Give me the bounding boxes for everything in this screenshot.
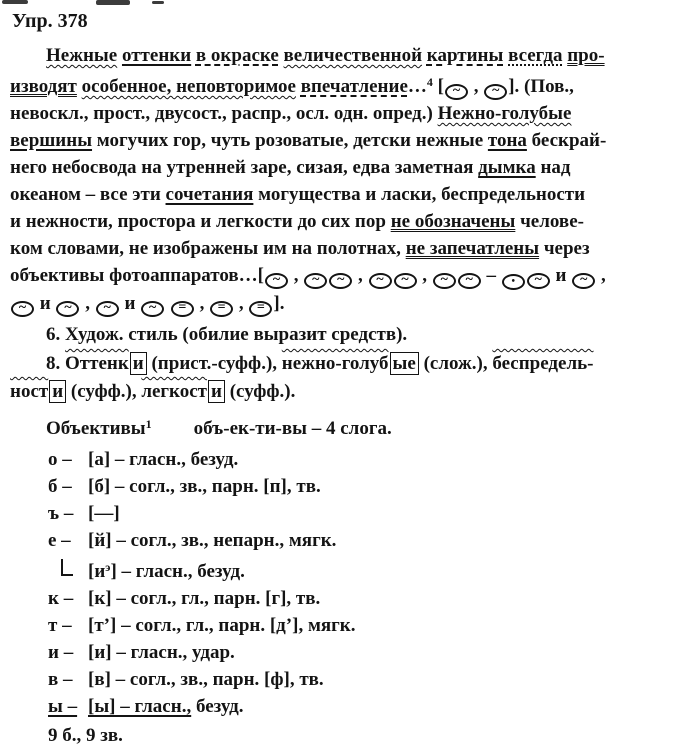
text-segment: – (481, 265, 501, 286)
phonetic-row (48, 554, 690, 585)
scheme-circle-ce (210, 301, 233, 317)
scheme-circle-cd (502, 274, 525, 290)
text-segment: … (407, 76, 427, 97)
letters-sounds-total: 9 б., 9 зв. (48, 725, 123, 746)
text-line (10, 235, 690, 262)
scheme-circle-cw (458, 273, 481, 289)
word-analysis-line (10, 411, 690, 442)
text-segment: невоскл., прост., двусост., распр., осл. одн. опред.) (10, 103, 438, 124)
scheme-circle-cw (56, 301, 79, 317)
phonetic-description (88, 693, 244, 720)
phonetic-letter: ы – (48, 696, 78, 717)
text-segment: величественной (283, 45, 423, 66)
text-segment: [и (88, 561, 106, 582)
exercise-title: Упр. 378 (12, 10, 88, 32)
text-segment: ] – гласн., безуд. (110, 561, 245, 582)
scheme-circle-glyph: ~ (440, 272, 448, 287)
brace-connector (61, 559, 73, 576)
footnote-mark: 1 (145, 417, 152, 431)
text-segment: [т’] – согл., гл., парн. [д’], мягк. (88, 615, 356, 636)
phonetic-letter: к – (48, 588, 74, 609)
text-segment: [ы] – гласн., (88, 696, 192, 717)
scheme-circle-glyph: ~ (149, 300, 157, 315)
scheme-circle-cw (329, 273, 352, 289)
text-segment: океаном – все эти (10, 184, 166, 205)
text-segment: и нежности, простора и легкости до сих пор (10, 211, 391, 232)
text-segment: в окраске (195, 45, 279, 66)
scheme-circle-glyph: = (217, 300, 226, 315)
text-segment: [й] – согл., зв., непарн., мягк. (88, 530, 337, 551)
text-segment: безуд. (191, 696, 244, 717)
text-segment: и (550, 265, 572, 286)
phonetic-description (88, 500, 120, 527)
text-segment: ком словами, не изображены им на полотнах, (10, 238, 406, 259)
text-segment: тона (487, 130, 527, 151)
scheme-circle-cw (484, 84, 507, 100)
phonetic-row (48, 446, 690, 473)
phonetic-description (88, 666, 324, 693)
scan-smudge (2, 0, 28, 4)
phonetic-row (48, 527, 690, 554)
phonetic-analysis (10, 446, 690, 720)
scheme-circle-glyph: = (256, 300, 265, 315)
phonetic-description (88, 639, 235, 666)
phonetic-description (88, 554, 245, 585)
text-segment: ые (390, 352, 419, 375)
text-segment: картины (426, 45, 504, 66)
phonetic-description (88, 612, 356, 639)
scheme-circle-cw (96, 301, 119, 317)
scheme-circle-cw (11, 301, 34, 317)
text-segment: [б] – согл., зв., парн. [п], тв. (88, 476, 321, 497)
text-line (10, 42, 690, 69)
text-segment: могущества и ласки, беспредельности (253, 184, 586, 205)
text-segment: и (119, 293, 141, 314)
phonetic-row (48, 585, 690, 612)
text-segment: , (417, 265, 432, 286)
text-segment: бескрай- (526, 130, 607, 151)
text-segment: про- (567, 45, 605, 66)
text-segment: (суфф.). (224, 381, 296, 402)
phonetic-row (48, 693, 690, 720)
analyzed-word: Объективы (46, 418, 146, 439)
text-segment: ]. (273, 293, 285, 314)
text-line (10, 154, 690, 181)
text-segment: , (234, 293, 249, 314)
text-segment: не обозначены (390, 211, 516, 232)
text-segment: легкост (141, 381, 208, 402)
item-6-style-note: 6. Худож. стиль (обилие выразит средств). (46, 324, 408, 345)
text-segment: особенное, неповторимое (81, 76, 296, 97)
text-segment: беспредель- (492, 353, 594, 374)
phonetic-row (48, 473, 690, 500)
scheme-circle-glyph: • (511, 276, 516, 287)
text-segment: нежно-голуб (281, 353, 389, 374)
text-line (10, 378, 690, 406)
scheme-circle-glyph: = (178, 300, 187, 315)
text-line (10, 100, 690, 127)
text-segment: ност (10, 381, 49, 402)
scheme-circle-cw (394, 273, 417, 289)
text-segment: дымка (478, 157, 536, 178)
text-segment: и (208, 380, 225, 403)
text-segment: всегда (508, 45, 563, 66)
text-segment: и (35, 293, 56, 314)
text-segment: (прист.-суфф.), (146, 353, 282, 374)
scheme-circle-cw (433, 273, 456, 289)
item-8-word-formation (10, 350, 690, 406)
text-segment: , (468, 76, 484, 97)
text-segment: э (105, 560, 111, 574)
phonetic-row (48, 666, 690, 693)
scheme-circle-glyph: ~ (534, 272, 542, 287)
scheme-circle-glyph: ~ (272, 272, 281, 287)
scheme-circle-glyph: ~ (18, 300, 27, 315)
text-segment: 8. (46, 353, 65, 374)
phonetic-letter: б – (48, 476, 72, 497)
text-segment: Оттенк (65, 353, 129, 374)
text-segment: [а] – гласн., безуд. (88, 449, 239, 470)
text-segment: (суфф.), (66, 381, 142, 402)
text-segment: 4 (426, 75, 433, 89)
phonetic-letter: в – (48, 669, 73, 690)
text-line (10, 208, 690, 235)
text-segment: [ (432, 76, 444, 97)
phonetic-description (88, 473, 321, 500)
text-segment: , (289, 265, 304, 286)
text-segment: через (539, 238, 590, 259)
text-segment: (слож.), (418, 353, 493, 374)
scheme-circle-ce (171, 301, 194, 317)
scheme-circle-glyph: ~ (103, 300, 111, 315)
text-segment: Нежные (46, 45, 118, 66)
phonetic-letter: и – (48, 642, 74, 663)
scheme-circle-cw (141, 301, 164, 317)
scheme-circle-cw (369, 273, 392, 289)
scheme-circle-glyph: ~ (376, 272, 384, 287)
scheme-circle-glyph: ~ (452, 83, 461, 98)
text-line (10, 350, 690, 378)
phonetic-letter: о – (48, 449, 72, 470)
scheme-circle-cw (572, 273, 595, 289)
scheme-circle-cw (527, 273, 550, 289)
text-segment: оттенки (121, 45, 192, 66)
text-segment: , (194, 293, 210, 314)
text-segment: [в] – согл., зв., парн. [ф], тв. (88, 669, 324, 690)
scheme-circle-glyph: ~ (64, 300, 72, 315)
phonetic-letter: ъ – (48, 503, 74, 524)
scheme-circle-glyph: ~ (465, 272, 473, 287)
text-segment: сочетания (165, 184, 254, 205)
text-line (10, 181, 690, 208)
scheme-circle-glyph: ~ (492, 83, 500, 98)
text-segment: не запечатлены (405, 238, 540, 259)
passage-with-parsing (10, 42, 690, 317)
phonetic-row (48, 639, 690, 666)
text-segment: изводят (10, 76, 77, 97)
text-segment: над (535, 157, 571, 178)
text-segment: ]. (Пов., (508, 76, 574, 97)
text-segment: челове- (515, 211, 584, 232)
text-line (10, 262, 690, 290)
scheme-circle-cw (445, 84, 468, 100)
text-segment: , (353, 265, 368, 286)
scheme-circle-cw (304, 273, 327, 289)
scheme-circle-glyph: ~ (401, 272, 409, 287)
text-line (10, 69, 690, 100)
text-segment: вершины (10, 130, 93, 151)
phonetic-letter: т – (48, 615, 72, 636)
phonetic-description (88, 446, 238, 473)
scheme-circle-glyph: ~ (580, 272, 588, 287)
text-segment: впечатление (300, 76, 408, 97)
scan-smudge (152, 1, 164, 4)
phonetic-row (48, 612, 690, 639)
scheme-circle-cw (265, 273, 288, 289)
text-segment: и (130, 352, 147, 375)
text-segment: него небосвода на утренней заре, сизая, едва заметная (10, 157, 479, 178)
text-segment: могучих гор, чуть розоватые, детски нежные (92, 130, 488, 151)
phonetic-description (88, 527, 336, 554)
text-segment: [—] (88, 503, 120, 524)
phonetic-letter: е – (48, 530, 71, 551)
scheme-circle-ce (249, 301, 272, 317)
text-line (10, 290, 690, 317)
text-segment: [и] – гласн., удар. (88, 642, 235, 663)
text-segment: , (596, 265, 606, 286)
scheme-circle-glyph: ~ (337, 272, 345, 287)
text-segment: , (80, 293, 95, 314)
text-segment (165, 293, 170, 314)
phonetic-letter-empty (48, 554, 88, 585)
text-line (10, 127, 690, 154)
phonetic-description (88, 585, 320, 612)
text-segment: объективы фотоаппаратов…[ (10, 265, 265, 286)
text-segment: [к] – согл., гл., парн. [г], тв. (88, 588, 321, 609)
text-segment: Нежно-голубые (437, 103, 572, 124)
scan-smudge (96, 0, 130, 5)
syllable-division: объ-ек-ти-вы – 4 слога. (193, 418, 392, 439)
scheme-circle-glyph: ~ (312, 272, 320, 287)
text-segment: и (49, 380, 66, 403)
phonetic-row (48, 500, 690, 527)
